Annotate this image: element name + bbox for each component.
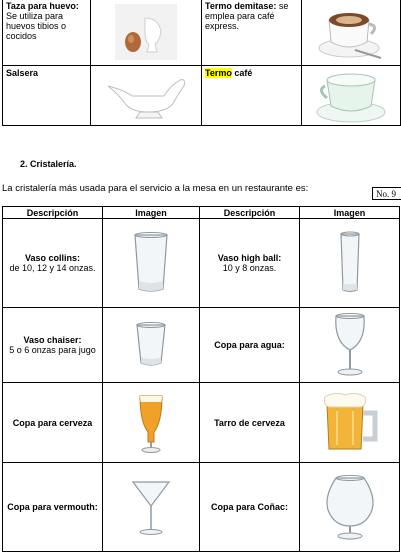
egg-cup-cell bbox=[3, 0, 91, 66]
demitasse-desc: se emplea para café express. bbox=[205, 1, 289, 31]
gravy-boat-image bbox=[91, 66, 202, 126]
chaiser-desc-cell bbox=[3, 308, 103, 383]
table-row bbox=[3, 463, 400, 552]
highball-name: Vaso high ball: bbox=[217, 253, 282, 263]
coffee-cup-image bbox=[302, 66, 401, 126]
egg-cup-desc: Se utiliza para huevos tibios o cocidos bbox=[6, 11, 67, 41]
demitasse-name: Termo demitase: bbox=[205, 1, 277, 11]
egg-cup-image bbox=[91, 0, 202, 66]
vermouth-glass-image bbox=[103, 463, 200, 552]
vermouth-desc-cell bbox=[3, 463, 103, 552]
header-image-2: Imagen bbox=[300, 207, 400, 219]
highball-desc: 10 y 8 onzas. bbox=[222, 263, 277, 273]
highball-glass-image bbox=[300, 219, 400, 308]
water-goblet-image bbox=[300, 308, 400, 383]
beer-glass-desc-cell bbox=[3, 383, 103, 463]
highball-desc-cell bbox=[200, 219, 300, 308]
page-number-box: No. 9 bbox=[372, 187, 401, 200]
water-goblet-desc-cell bbox=[200, 308, 300, 383]
collins-desc-cell bbox=[3, 219, 103, 308]
egg-cup-name: Taza para huevo: bbox=[6, 1, 79, 11]
coffee-cup-name: Termo café bbox=[205, 68, 253, 78]
beer-mug-name: Tarro de cerveza bbox=[214, 417, 285, 428]
beer-glass-image bbox=[103, 383, 200, 463]
intro-text: La cristalería más usada para el servicio a la mesa en un restaurante es: bbox=[2, 183, 309, 194]
cognac-name: Copa para Coñac: bbox=[210, 502, 288, 512]
demitasse-cell bbox=[202, 0, 302, 66]
header-image-1: Imagen bbox=[103, 207, 200, 219]
demitasse-image bbox=[302, 0, 401, 66]
section-heading: 2. Cristalería. bbox=[20, 159, 77, 169]
chaiser-desc: 5 o 6 onzas para jugo bbox=[9, 345, 96, 355]
coffee-cup-cell bbox=[202, 66, 302, 126]
glassware-table bbox=[2, 206, 400, 552]
table-row bbox=[3, 383, 400, 463]
beer-mug-image bbox=[300, 383, 400, 463]
header-description-1: Descripción bbox=[3, 207, 103, 219]
table-row bbox=[3, 219, 400, 308]
gravy-boat-cell bbox=[3, 66, 91, 126]
cognac-glass-image bbox=[300, 463, 400, 552]
beer-glass-name: Copa para cerveza bbox=[12, 417, 93, 428]
vermouth-name: Copa para vermouth: bbox=[7, 502, 98, 512]
chaiser-glass-image bbox=[103, 308, 200, 383]
water-goblet-name: Copa para agua: bbox=[214, 340, 285, 350]
gravy-boat-name: Salsera bbox=[6, 68, 39, 78]
beer-mug-desc-cell bbox=[200, 383, 300, 463]
header-description-2: Descripción bbox=[200, 207, 300, 219]
collins-glass-image bbox=[103, 219, 200, 308]
cognac-desc-cell bbox=[200, 463, 300, 552]
chaiser-name: Vaso chaiser: bbox=[23, 335, 82, 345]
collins-desc: de 10, 12 y 14 onzas. bbox=[9, 263, 96, 273]
tableware-table bbox=[2, 0, 401, 126]
collins-name: Vaso collins: bbox=[24, 253, 81, 263]
table-row bbox=[3, 308, 400, 383]
